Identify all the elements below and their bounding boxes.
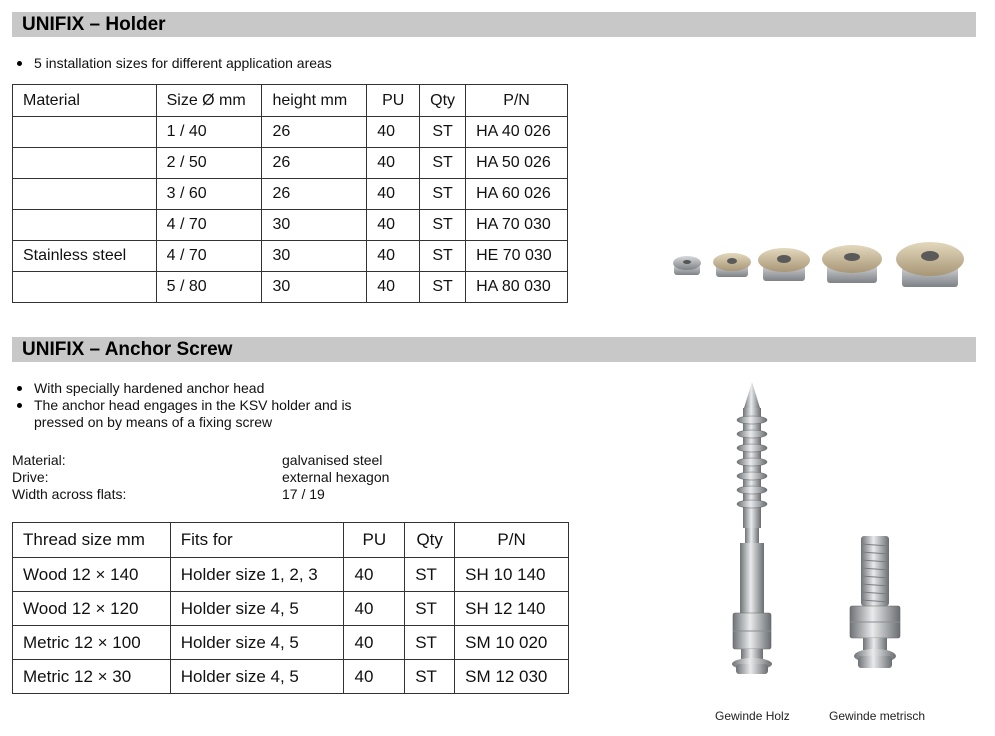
cell-qty: ST (420, 241, 466, 272)
anchor-bullet-list (12, 380, 392, 431)
property-value: external hexagon (282, 469, 390, 485)
cell-qty: ST (405, 558, 455, 592)
table-row (13, 272, 568, 303)
header-qty: Qty (420, 85, 466, 117)
cell-pu: 40 (344, 558, 405, 592)
cell-qty: ST (405, 660, 455, 694)
property-row (12, 452, 432, 469)
header-size: Size Ø mm (156, 85, 262, 117)
cell-thread-size: Wood 12 × 120 (13, 592, 171, 626)
cell-pn: HA 80 030 (466, 272, 568, 303)
cell-height: 30 (262, 210, 367, 241)
cell-material (13, 148, 157, 179)
cell-pu: 40 (367, 210, 420, 241)
cell-pu: 40 (367, 148, 420, 179)
property-value: 17 / 19 (282, 486, 325, 502)
property-row (12, 486, 432, 503)
cell-height: 26 (262, 179, 367, 210)
cell-fits-for: Holder size 4, 5 (170, 626, 344, 660)
wood-anchor-screw-image (712, 378, 792, 698)
cell-size: 2 / 50 (156, 148, 262, 179)
header-material: Material (13, 85, 157, 117)
cell-qty: ST (420, 272, 466, 303)
cell-qty: ST (420, 148, 466, 179)
cell-size: 3 / 60 (156, 179, 262, 210)
cell-pn: HA 60 026 (466, 179, 568, 210)
holder-size-2-image (713, 253, 751, 277)
header-height: height mm (262, 85, 367, 117)
header-pu: PU (344, 523, 405, 558)
property-key: Material: (12, 452, 66, 468)
table-row (13, 210, 568, 241)
cell-pn: HE 70 030 (466, 241, 568, 272)
table-row (13, 117, 568, 148)
cell-pn: HA 50 026 (466, 148, 568, 179)
cell-pu: 40 (344, 626, 405, 660)
cell-material (13, 210, 157, 241)
cell-size: 4 / 70 (156, 241, 262, 272)
holder-product-image (668, 232, 968, 302)
cell-fits-for: Holder size 4, 5 (170, 592, 344, 626)
table-row (13, 148, 568, 179)
cell-pu: 40 (344, 592, 405, 626)
cell-height: 26 (262, 148, 367, 179)
cell-pn: SH 12 140 (455, 592, 569, 626)
cell-size: 4 / 70 (156, 210, 262, 241)
holder-bullet: 5 installation sizes for different application areas (12, 55, 332, 72)
cell-pu: 40 (367, 241, 420, 272)
cell-height: 30 (262, 241, 367, 272)
metric-anchor-screw-image (840, 530, 910, 690)
header-fits-for: Fits for (170, 523, 344, 558)
holder-size-5-image (896, 242, 964, 287)
cell-qty: ST (420, 117, 466, 148)
cell-pn: SH 10 140 (455, 558, 569, 592)
table-row (13, 626, 569, 660)
anchor-table (12, 522, 569, 694)
cell-fits-for: Holder size 4, 5 (170, 660, 344, 694)
cell-height: 30 (262, 272, 367, 303)
cell-thread-size: Metric 12 × 30 (13, 660, 171, 694)
cell-size: 5 / 80 (156, 272, 262, 303)
cell-material (13, 272, 157, 303)
holder-table-header-row (13, 85, 568, 117)
anchor-properties (12, 452, 432, 503)
cell-qty: ST (420, 210, 466, 241)
holder-size-4-image (822, 245, 882, 283)
cell-thread-size: Wood 12 × 140 (13, 558, 171, 592)
caption-wood-thread: Gewinde Holz (715, 709, 790, 723)
cell-qty: ST (405, 626, 455, 660)
property-key: Width across flats: (12, 486, 127, 502)
anchor-section-title: UNIFIX – Anchor Screw (12, 337, 976, 362)
cell-material (13, 179, 157, 210)
anchor-table-header-row (13, 523, 569, 558)
property-key: Drive: (12, 469, 49, 485)
cell-qty: ST (405, 592, 455, 626)
table-row (13, 592, 569, 626)
table-row (13, 179, 568, 210)
caption-metric-thread: Gewinde metrisch (829, 709, 926, 723)
holder-section-title: UNIFIX – Holder (12, 12, 976, 37)
anchor-bullet: The anchor head engages in the KSV holder and is pressed on by means of a fixing screw (12, 397, 392, 431)
cell-pn: HA 40 026 (466, 117, 568, 148)
cell-pn: SM 10 020 (455, 626, 569, 660)
cell-pn: SM 12 030 (455, 660, 569, 694)
cell-pu: 40 (367, 272, 420, 303)
cell-height: 26 (262, 117, 367, 148)
holder-size-1-image (673, 256, 701, 275)
table-row (13, 241, 568, 272)
holder-bullet-list (12, 55, 332, 72)
cell-material: Stainless steel (13, 241, 157, 272)
cell-pu: 40 (367, 179, 420, 210)
header-pu: PU (367, 85, 420, 117)
cell-qty: ST (420, 179, 466, 210)
cell-pu: 40 (344, 660, 405, 694)
cell-fits-for: Holder size 1, 2, 3 (170, 558, 344, 592)
table-row (13, 660, 569, 694)
property-value: galvanised steel (282, 452, 383, 468)
holder-table (12, 84, 568, 303)
cell-pu: 40 (367, 117, 420, 148)
cell-thread-size: Metric 12 × 100 (13, 626, 171, 660)
cell-size: 1 / 40 (156, 117, 262, 148)
property-row (12, 469, 432, 486)
cell-pn: HA 70 030 (466, 210, 568, 241)
anchor-bullet: With specially hardened anchor head (12, 380, 392, 397)
header-pn: P/N (466, 85, 568, 117)
cell-material (13, 117, 157, 148)
header-qty: Qty (405, 523, 455, 558)
header-pn: P/N (455, 523, 569, 558)
table-row (13, 558, 569, 592)
header-thread-size: Thread size mm (13, 523, 171, 558)
holder-size-3-image (758, 248, 810, 281)
